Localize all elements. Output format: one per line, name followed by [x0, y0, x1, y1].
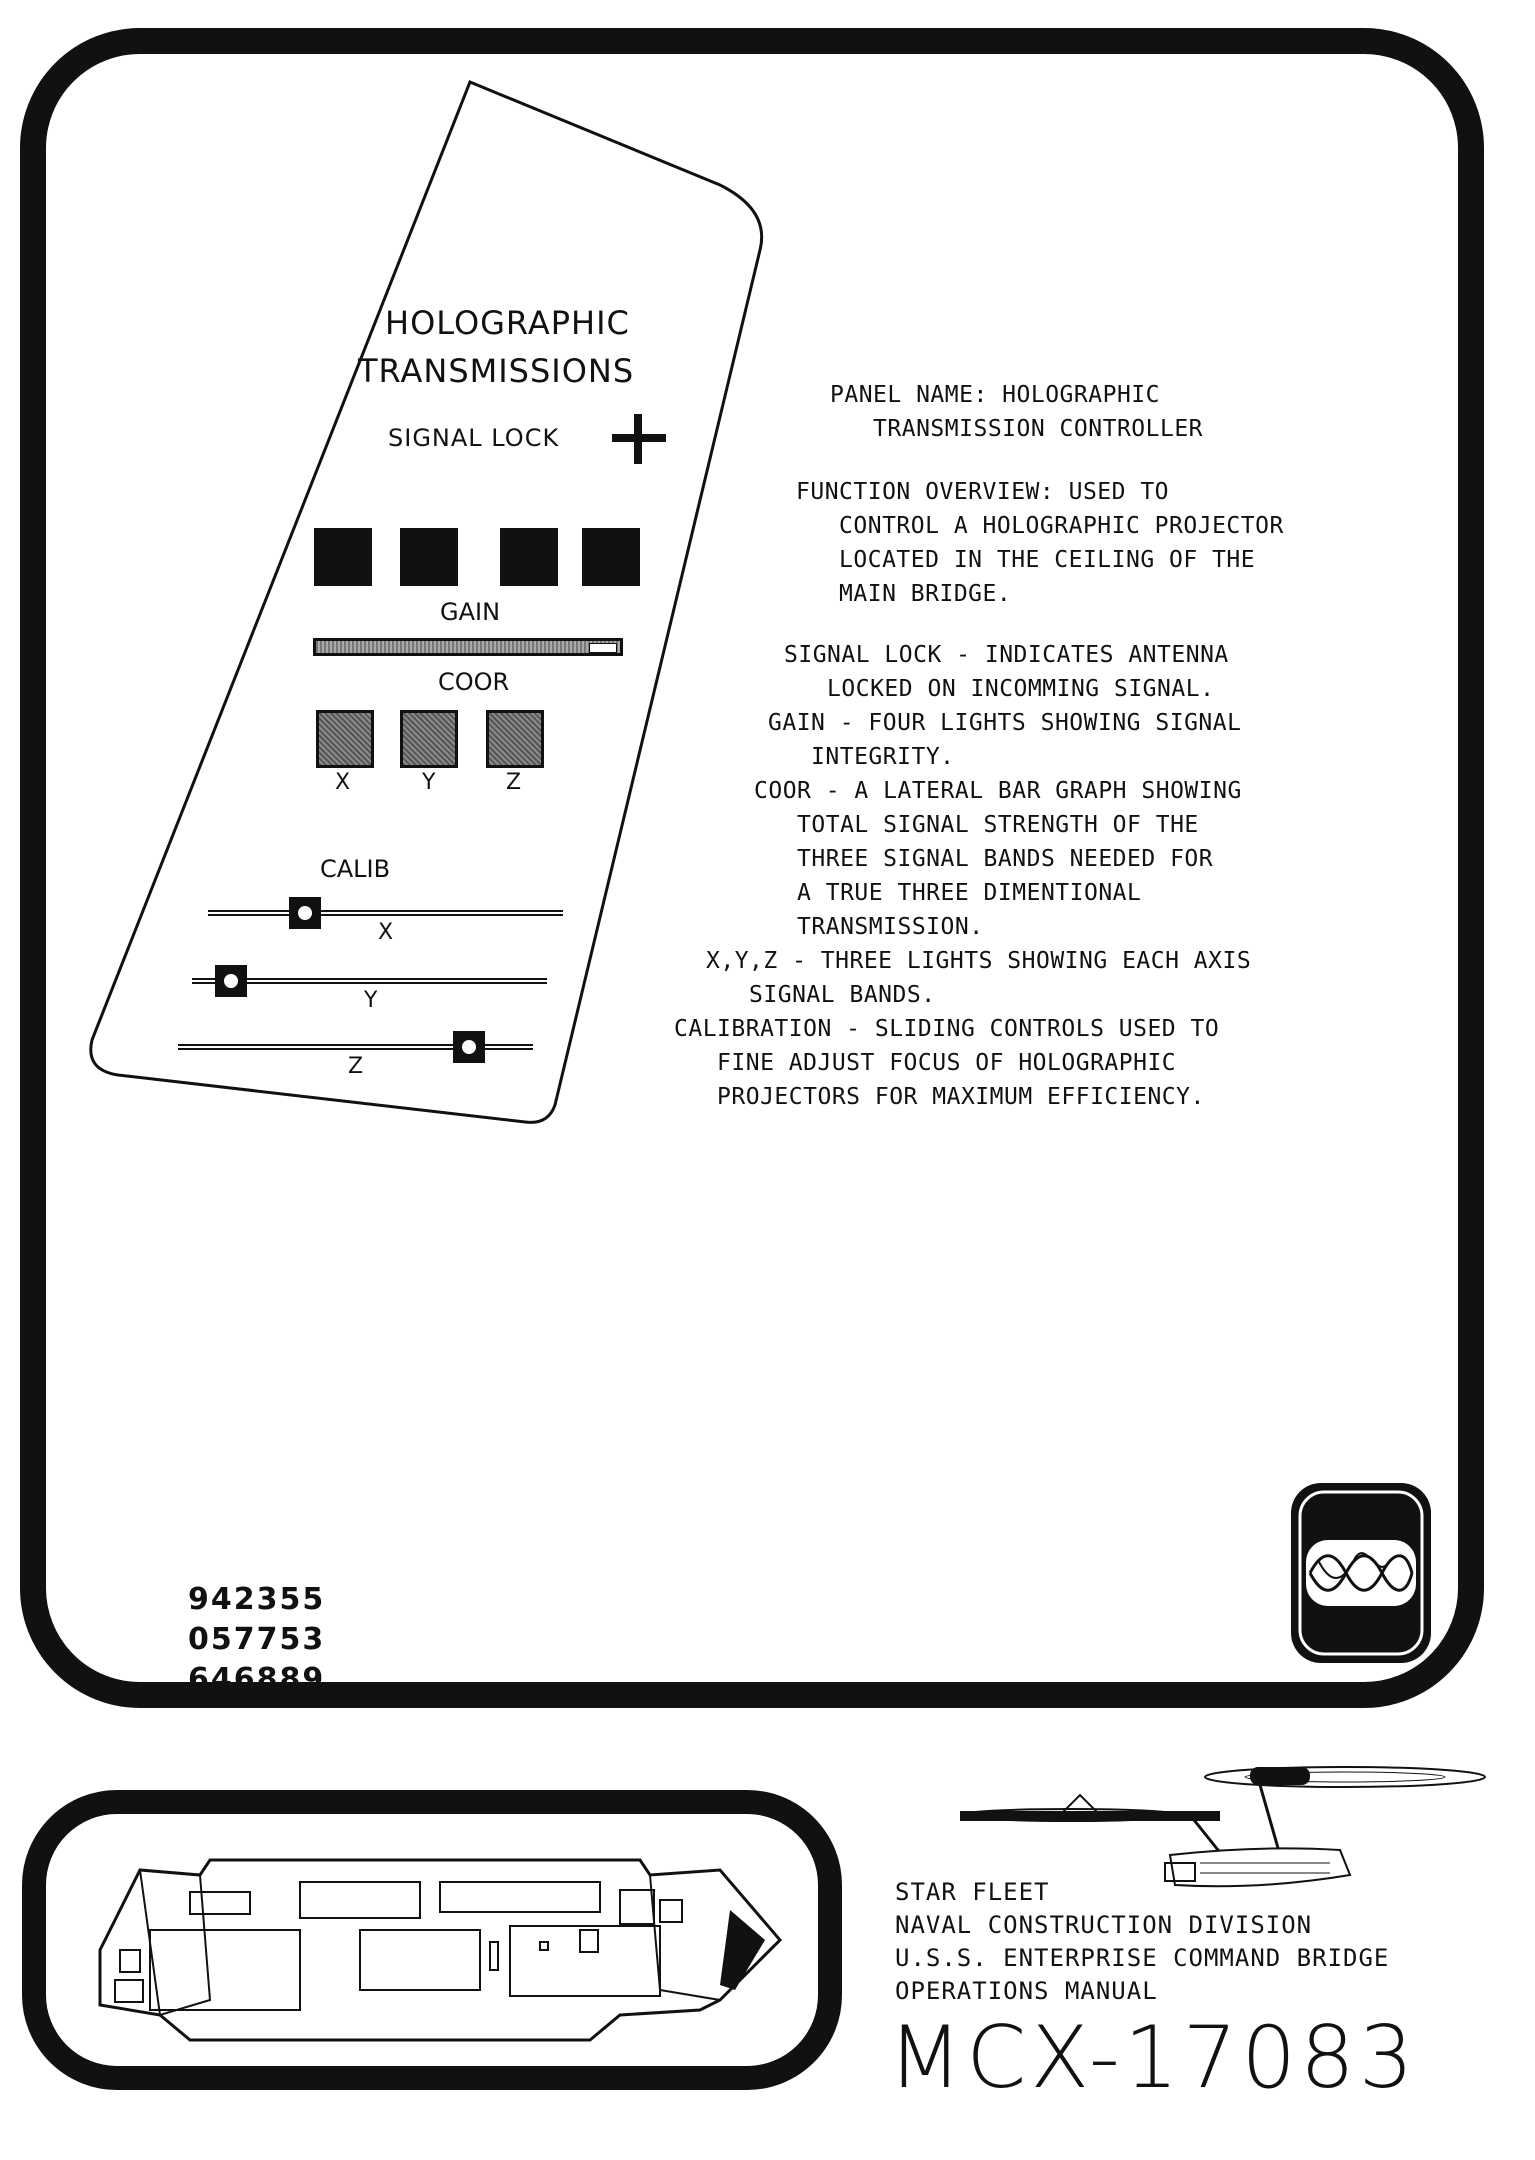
coor-axis-z: Z — [506, 770, 522, 795]
coor-axis-x: X — [335, 770, 351, 795]
calib-axis-x: X — [378, 920, 394, 945]
desc-xyz: X,Y,Z - THREE LIGHTS SHOWING EACH AXIS SIGNAL BANDS. — [706, 948, 1252, 1008]
gain-label: GAIN — [440, 598, 501, 626]
coor-bar-end — [589, 643, 617, 653]
calib-label: CALIB — [320, 855, 391, 883]
desc-signal-lock: SIGNAL LOCK - INDICATES ANTENNA LOCKED ON INCOMMING SIGNAL. — [784, 642, 1229, 702]
desc-function-overview: FUNCTION OVERVIEW: USED TO CONTROL A HOLOGRAPHIC PROJECTOR LOCATED IN THE CEILING OF THE MAIN BRIDGE. — [796, 479, 1284, 607]
helix-logo-icon — [1288, 1480, 1434, 1666]
desc-gain: GAIN - FOUR LIGHTS SHOWING SIGNAL INTEGRITY. — [768, 710, 1242, 770]
signal-lock-cross-icon — [612, 414, 666, 464]
footer-organization: STAR FLEET NAVAL CONSTRUCTION DIVISION U.S.S. ENTERPRISE COMMAND BRIDGE OPERATIONS MANUAL — [895, 1878, 1390, 2005]
bridge-schematic-diagram — [60, 1830, 810, 2060]
code-block — [188, 1580, 325, 1700]
coor-label: COOR — [438, 668, 510, 696]
gain-light-4 — [582, 528, 640, 586]
panel-title-line2: TRANSMISSIONS — [358, 352, 635, 390]
gain-light-3 — [500, 528, 558, 586]
calib-slider-x-knob[interactable] — [289, 897, 321, 929]
coor-axis-y: Y — [422, 770, 436, 795]
coor-light-z — [486, 710, 544, 768]
code-3: 646889 — [188, 1662, 326, 1697]
coor-light-y — [400, 710, 458, 768]
calib-slider-y-knob[interactable] — [215, 965, 247, 997]
calib-slider-x-track[interactable] — [208, 910, 563, 916]
coor-light-x — [316, 710, 374, 768]
desc-panel-name: PANEL NAME: HOLOGRAPHIC TRANSMISSION CONTROLLER — [830, 382, 1204, 442]
signal-lock-label: SIGNAL LOCK — [388, 424, 560, 452]
manual-number: MCX-17083 — [888, 2008, 1418, 2108]
panel-title-line1: HOLOGRAPHIC — [385, 304, 630, 342]
gain-light-2 — [400, 528, 458, 586]
desc-calibration: CALIBRATION - SLIDING CONTROLS USED TO FINE ADJUST FOCUS OF HOLOGRAPHIC PROJECTORS FOR MAXIMUM EFFICIENCY. — [674, 1016, 1220, 1110]
code-2: 057753 — [188, 1622, 326, 1657]
calib-axis-y: Y — [364, 988, 378, 1013]
code-1: 942355 — [188, 1582, 326, 1617]
gain-light-1 — [314, 528, 372, 586]
coor-bar-graph — [313, 638, 623, 656]
calib-slider-z-knob[interactable] — [453, 1031, 485, 1063]
calib-axis-z: Z — [348, 1054, 364, 1079]
desc-coor: COOR - A LATERAL BAR GRAPH SHOWING TOTAL SIGNAL STRENGTH OF THE THREE SIGNAL BANDS NEEDED FOR A TRUE THREE DIMENTIONAL TRANSMISSION. — [754, 778, 1242, 940]
